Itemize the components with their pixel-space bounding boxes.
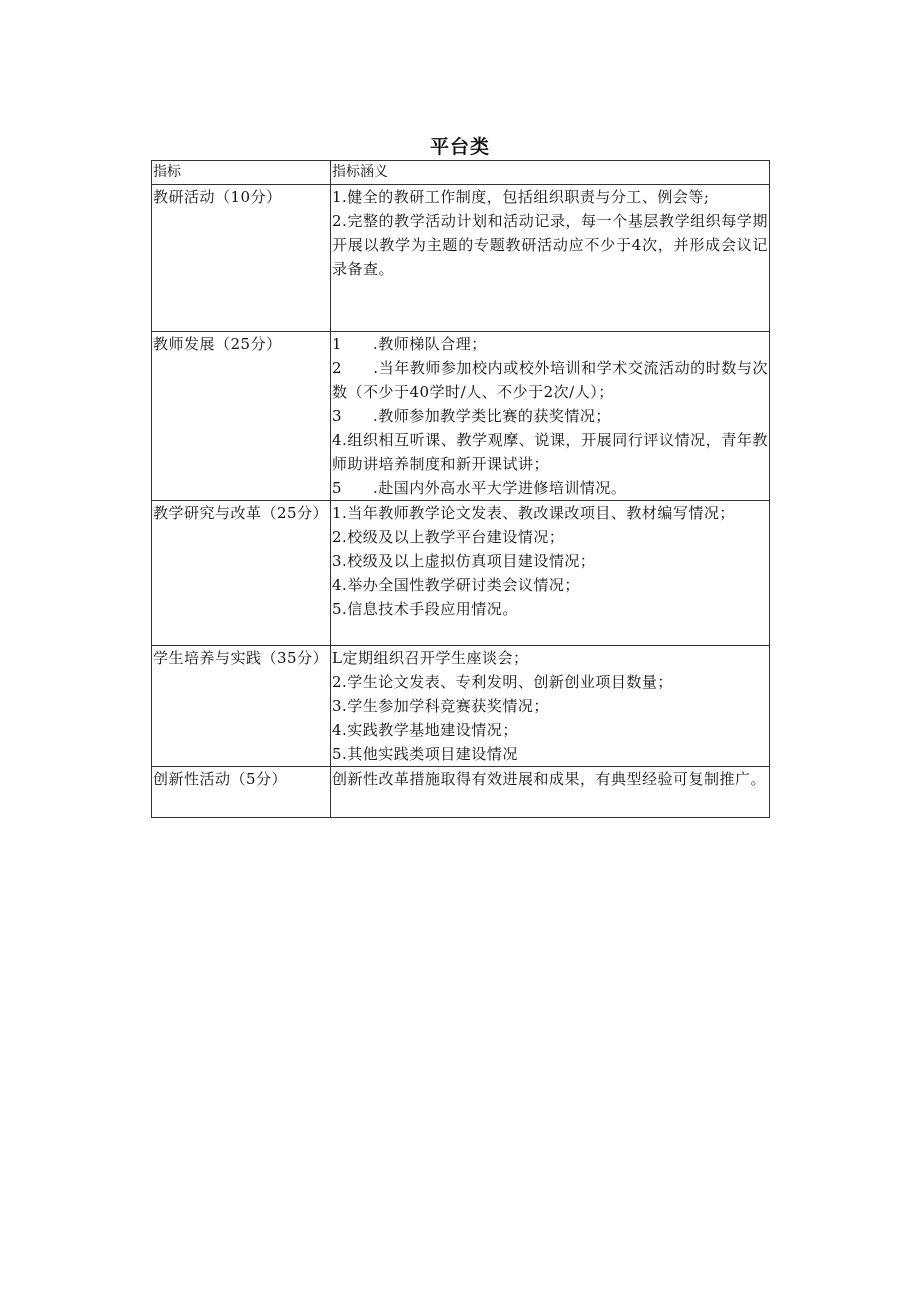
header-meaning: 指标涵义 <box>331 161 770 185</box>
table-row <box>152 332 770 501</box>
meaning-cell <box>331 646 770 767</box>
indicator-cell <box>152 767 331 818</box>
metrics-table <box>151 160 770 818</box>
table-row <box>152 646 770 767</box>
meaning-line: 3 .教师参加教学类比赛的获奖情况； <box>332 407 611 425</box>
meaning-line: 5.信息技术手段应用情况。 <box>332 600 518 618</box>
table-row <box>152 767 770 818</box>
header-indicator: 指标 <box>152 161 331 185</box>
meaning-line: 5 .赴国内外高水平大学进修培训情况。 <box>332 479 627 497</box>
meaning-cell <box>331 185 770 332</box>
table-row <box>152 185 770 332</box>
indicator-label: 教研活动（10分） <box>153 188 282 206</box>
indicator-label: 教学研究与改革（25分） <box>153 504 329 522</box>
meaning-line: 1 .教师梯队合理； <box>332 335 487 353</box>
meaning-cell <box>331 332 770 501</box>
meaning-line: 2.校级及以上教学平台建设情况； <box>332 528 565 546</box>
meaning-line: 4.实践教学基地建设情况； <box>332 721 518 739</box>
indicator-cell <box>152 646 331 767</box>
table-row <box>152 501 770 646</box>
meaning-line: 1.当年教师教学论文发表、教改课改项目、教材编写情况； <box>332 504 735 522</box>
indicator-label: 学生培养与实践（35分） <box>153 649 329 667</box>
meaning-line: 5.其他实践类项目建设情况 <box>332 745 518 763</box>
meaning-line: 创新性改革措施取得有效进展和成果，有典型经验可复制推广。 <box>332 770 767 788</box>
indicator-cell <box>152 185 331 332</box>
meaning-line: 2 .当年教师参加校内或校外培训和学术交流活动的时数与次数（不少于40学时/人、不少于2次/人）； <box>332 359 768 401</box>
indicator-label: 教师发展（25分） <box>153 335 282 353</box>
table-header-row <box>152 161 770 185</box>
indicator-cell <box>152 501 331 646</box>
meaning-line: L定期组织召开学生座谈会； <box>332 649 529 667</box>
meaning-cell <box>331 501 770 646</box>
indicator-cell <box>152 332 331 501</box>
meaning-cell <box>331 767 770 818</box>
meaning-line: 4.举办全国性教学研讨类会议情况； <box>332 576 580 594</box>
meaning-line: 3.学生参加学科竞赛获奖情况； <box>332 697 549 715</box>
document-title: 平台类 <box>429 136 490 158</box>
meaning-line: 2.完整的教学活动计划和活动记录，每一个基层教学组织每学期开展以教学为主题的专题教研活动应不少于4次，并形成会议记录备查。 <box>332 212 768 278</box>
meaning-line: 2.学生论文发表、专利发明、创新创业项目数量； <box>332 673 673 691</box>
meaning-line: 1.健全的教研工作制度，包括组织职责与分工、例会等; <box>332 188 710 206</box>
meaning-line: 3.校级及以上虚拟仿真项目建设情况； <box>332 552 596 570</box>
meaning-line: 4.组织相互听课、教学观摩、说课，开展同行评议情况，青年教师助讲培养制度和新开课试讲； <box>332 431 768 473</box>
indicator-label: 创新性活动（5分） <box>153 770 288 788</box>
